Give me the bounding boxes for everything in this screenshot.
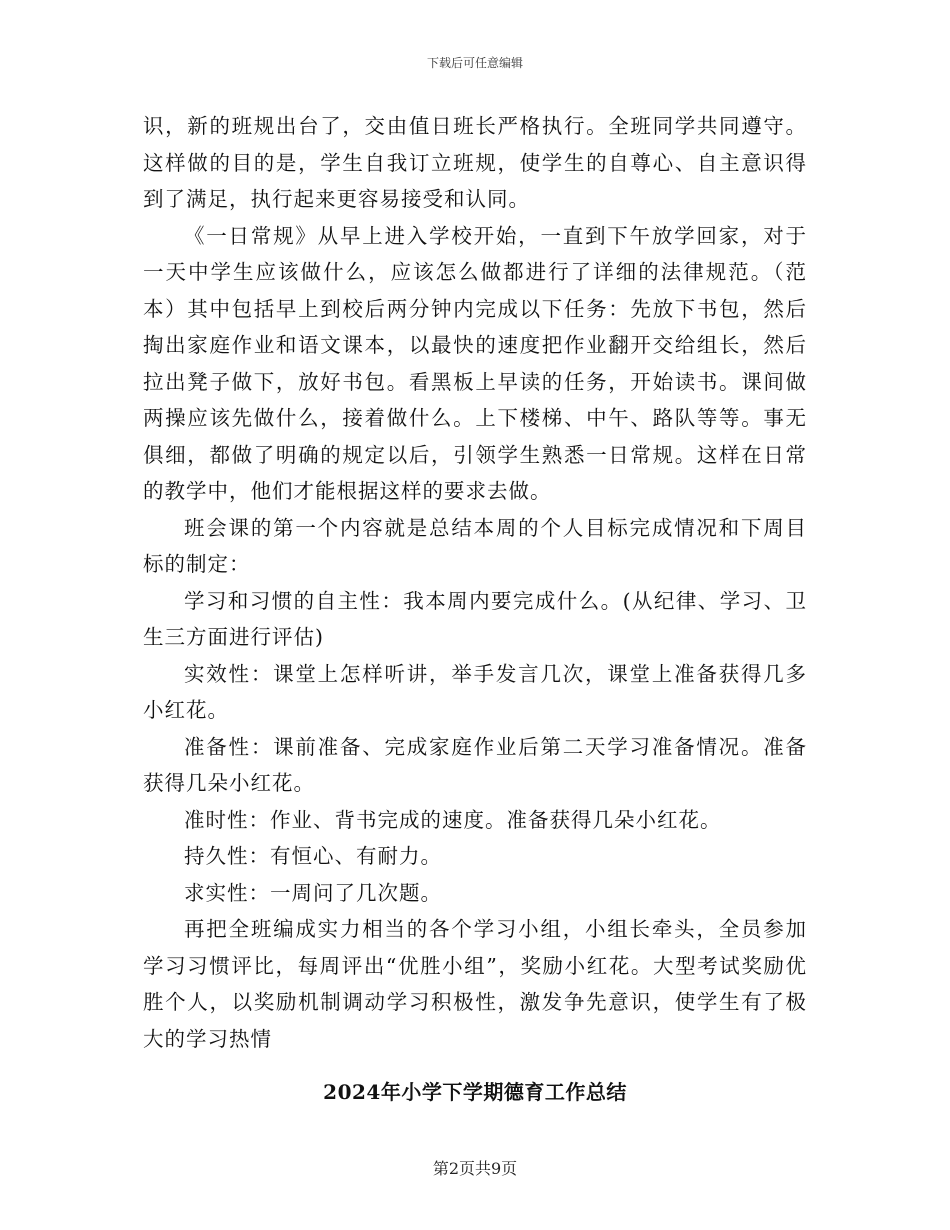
paragraph-daily-routine: 《一日常规》从早上进入学校开始，一直到下午放学回家，对于一天中学生应该做什么，应该怎么做都进行了详细的法律规范。（范本）其中包括早上到校后两分钟内完成以下任务：先放下书包，然后掏出家庭作业和语文课本，以最快的速度把作业翻开交给组长，然后拉出凳子做下，放好书包。看黑板上早读的任务，开始读书。课间做两操应该先做什么，接着做什么。上下楼梯、中午、路队等等。事无俱细，都做了明确的规定以后，引领学生熟悉一日常规。这样在日常的教学中，他们才能根据这样的要求去做。 (143, 223, 807, 503)
paragraph-preparedness: 准备性：课前准备、完成家庭作业后第二天学习准备情况。准备获得几朵小红花。 (143, 734, 807, 795)
section-title: 2024年小学下学期德育工作总结 (323, 1080, 627, 1104)
paragraph-punctuality: 准时性：作业、背书完成的速度。准备获得几朵小红花。 (184, 807, 722, 832)
paragraph-study-groups: 再把全班编成实力相当的各个学习小组，小组长牵头，全员参加学习习惯评比，每周评出“优胜小组”，奖励小红花。大型考试奖励优胜个人，以奖励机制调动学习积极性，激发争先意识，使学生有了极大的学习热情 (143, 917, 807, 1051)
paragraph-persistence: 持久性：有恒心、有耐力。 (184, 844, 442, 868)
document-body (143, 108, 807, 1057)
paragraph-effectiveness: 实效性：课堂上怎样听讲，举手发言几次，课堂上准备获得几多小红花。 (143, 661, 807, 722)
page-header-note: 下载后可任意编辑 (426, 56, 523, 70)
paragraph-practicality: 求实性：一周问了几次题。 (184, 880, 442, 905)
paragraph-continued: 识，新的班规出台了，交由值日班长严格执行。全班同学共同遵守。这样做的目的是，学生自我订立班规，使学生的自尊心、自主意识得到了满足，执行起来更容易接受和认同。 (143, 114, 807, 211)
page-footer: 第2页共9页 (432, 1159, 518, 1178)
paragraph-class-meeting: 班会课的第一个内容就是总结本周的个人目标完成情况和下周目标的制定： (143, 515, 807, 576)
paragraph-autonomy: 学习和习惯的自主性：我本周内要完成什么。(从纪律、学习、卫生三方面进行评估) (143, 588, 807, 649)
